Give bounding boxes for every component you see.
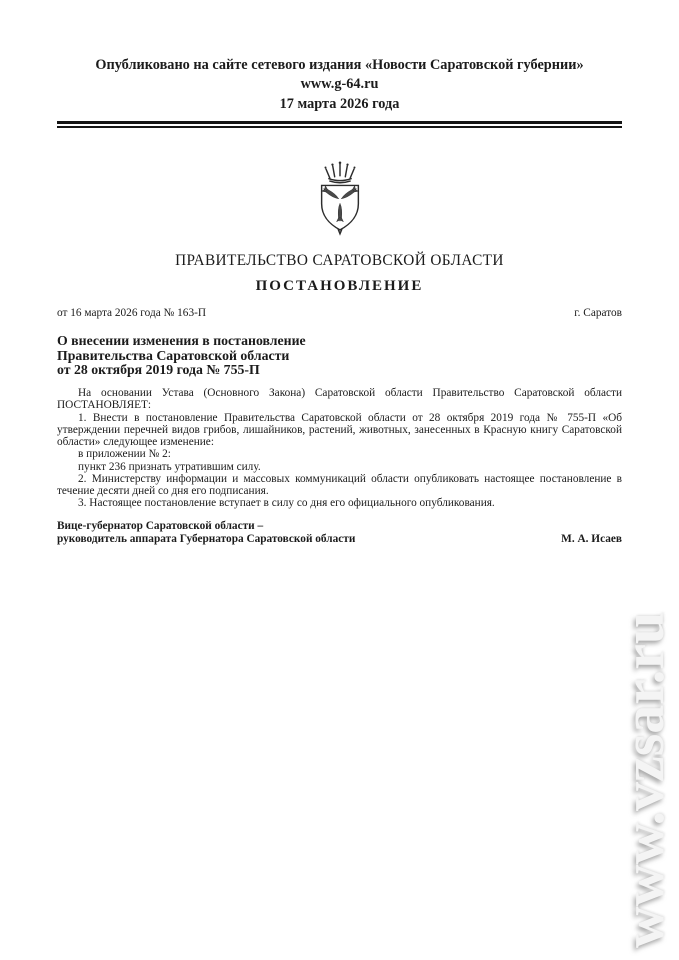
title-line: от 28 октября 2019 года № 755-П xyxy=(57,362,260,378)
emblem-container xyxy=(57,158,622,243)
title-line: Правительства Саратовской области xyxy=(57,347,290,363)
body-paragraph: 1. Внести в постановление Правительства Саратовской области от 28 октября 2019 года № 755-П «Об утверждении перечней видов грибов, лишайников, растений, животных, занесенных в Красную книгу Саратовской области» следующее изменение: xyxy=(57,411,622,449)
site-watermark xyxy=(612,588,678,948)
coat-of-arms-icon xyxy=(311,158,369,238)
date-place-row xyxy=(57,306,622,320)
signatory-name: М. А. Исаев xyxy=(561,532,622,545)
body-paragraph: пункт 236 признать утратившим силу. xyxy=(78,460,261,473)
signature-block xyxy=(57,520,622,544)
signatory-position-line: Вице-губернатор Саратовской области – xyxy=(57,520,264,533)
document-place: г. Саратов xyxy=(574,306,622,319)
publication-header xyxy=(57,0,622,114)
body-paragraph: 2. Министерству информации и массовых коммуникаций области опубликовать настоящее постановление в течение десяти дней со дня его подписания. xyxy=(57,472,622,497)
document-body xyxy=(57,387,622,509)
signatory-position xyxy=(57,520,355,544)
watermark-text: www.vzsar.ru xyxy=(611,611,676,948)
document-date-number: от 16 марта 2026 года № 163-П xyxy=(57,306,207,319)
signatory-position-line: руководитель аппарата Губернатора Саратовской области xyxy=(57,532,356,545)
publication-source-line: Опубликовано на сайте сетевого издания «Новости Саратовской губернии» xyxy=(95,57,584,73)
document-title xyxy=(57,334,622,378)
publication-date: 17 марта 2026 года xyxy=(279,95,400,112)
body-paragraph: в приложении № 2: xyxy=(78,448,171,461)
publication-site-url: www.g-64.ru xyxy=(300,76,379,93)
body-paragraph: 3. Настоящее постановление вступает в силу со дня его официального опубликования. xyxy=(78,497,495,510)
authority-name: ПРАВИТЕЛЬСТВО САРАТОВСКОЙ ОБЛАСТИ xyxy=(175,251,504,269)
double-divider-line xyxy=(57,121,622,128)
body-paragraph: На основании Устава (Основного Закона) Саратовской области Правительство Саратовской области ПОСТАНОВЛЯЕТ: xyxy=(57,387,622,412)
document-type-heading: ПОСТАНОВЛЕНИЕ xyxy=(255,277,424,294)
title-line: О внесении изменения в постановление xyxy=(57,332,306,348)
